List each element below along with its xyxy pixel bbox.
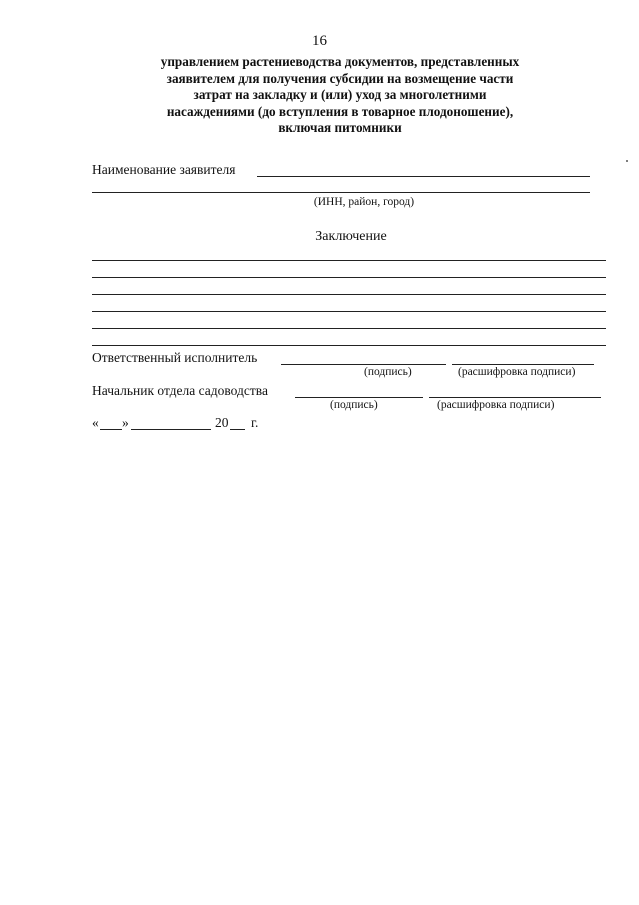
scan-mark xyxy=(626,160,628,162)
title-line: заявителем для получения субсидии на возмещение части xyxy=(166,70,514,86)
date-day-line[interactable] xyxy=(100,429,122,430)
date-year-line[interactable] xyxy=(230,429,245,430)
conclusion-line[interactable] xyxy=(92,277,606,278)
conclusion-line[interactable] xyxy=(92,345,606,346)
date-month-line[interactable] xyxy=(131,429,211,430)
conclusion-line[interactable] xyxy=(92,328,606,329)
page-number: 16 xyxy=(312,33,327,49)
date-year-suffix: г. xyxy=(251,415,259,430)
conclusion-line[interactable] xyxy=(92,260,606,261)
applicant-name-line-2[interactable] xyxy=(92,192,590,193)
title-line: затрат на закладку и (или) уход за многолетними xyxy=(193,87,487,102)
date-year-prefix: 20 xyxy=(215,415,229,430)
executor-decryption-line[interactable] xyxy=(452,364,594,365)
applicant-caption: (ИНН, район, город) xyxy=(313,196,415,208)
conclusion-line[interactable] xyxy=(92,294,606,295)
head-label: Начальник отдела садоводства xyxy=(92,383,268,398)
head-decryption-caption: (расшифровка подписи) xyxy=(437,399,555,411)
head-decryption-line[interactable] xyxy=(429,397,601,398)
executor-label: Ответственный исполнитель xyxy=(92,350,258,365)
conclusion-heading: Заключение xyxy=(315,229,387,244)
applicant-label: Наименование заявителя xyxy=(92,162,236,177)
executor-decryption-caption: (расшифровка подписи) xyxy=(458,366,576,378)
conclusion-line[interactable] xyxy=(92,311,606,312)
applicant-name-line[interactable] xyxy=(257,176,590,177)
title-line: включая питомники xyxy=(278,120,402,135)
head-signature-caption: (подпись) xyxy=(330,399,378,411)
date-open-quote: « xyxy=(92,415,99,430)
document-title xyxy=(120,54,560,137)
executor-signature-line[interactable] xyxy=(281,364,446,365)
executor-signature-caption: (подпись) xyxy=(364,366,412,378)
date-close-quote: » xyxy=(122,415,129,430)
title-line: управлением растениеводства документов, представленных xyxy=(160,54,520,69)
head-signature-line[interactable] xyxy=(295,397,423,398)
title-line: насаждениями (до вступления в товарное плодоношение), xyxy=(166,103,514,119)
